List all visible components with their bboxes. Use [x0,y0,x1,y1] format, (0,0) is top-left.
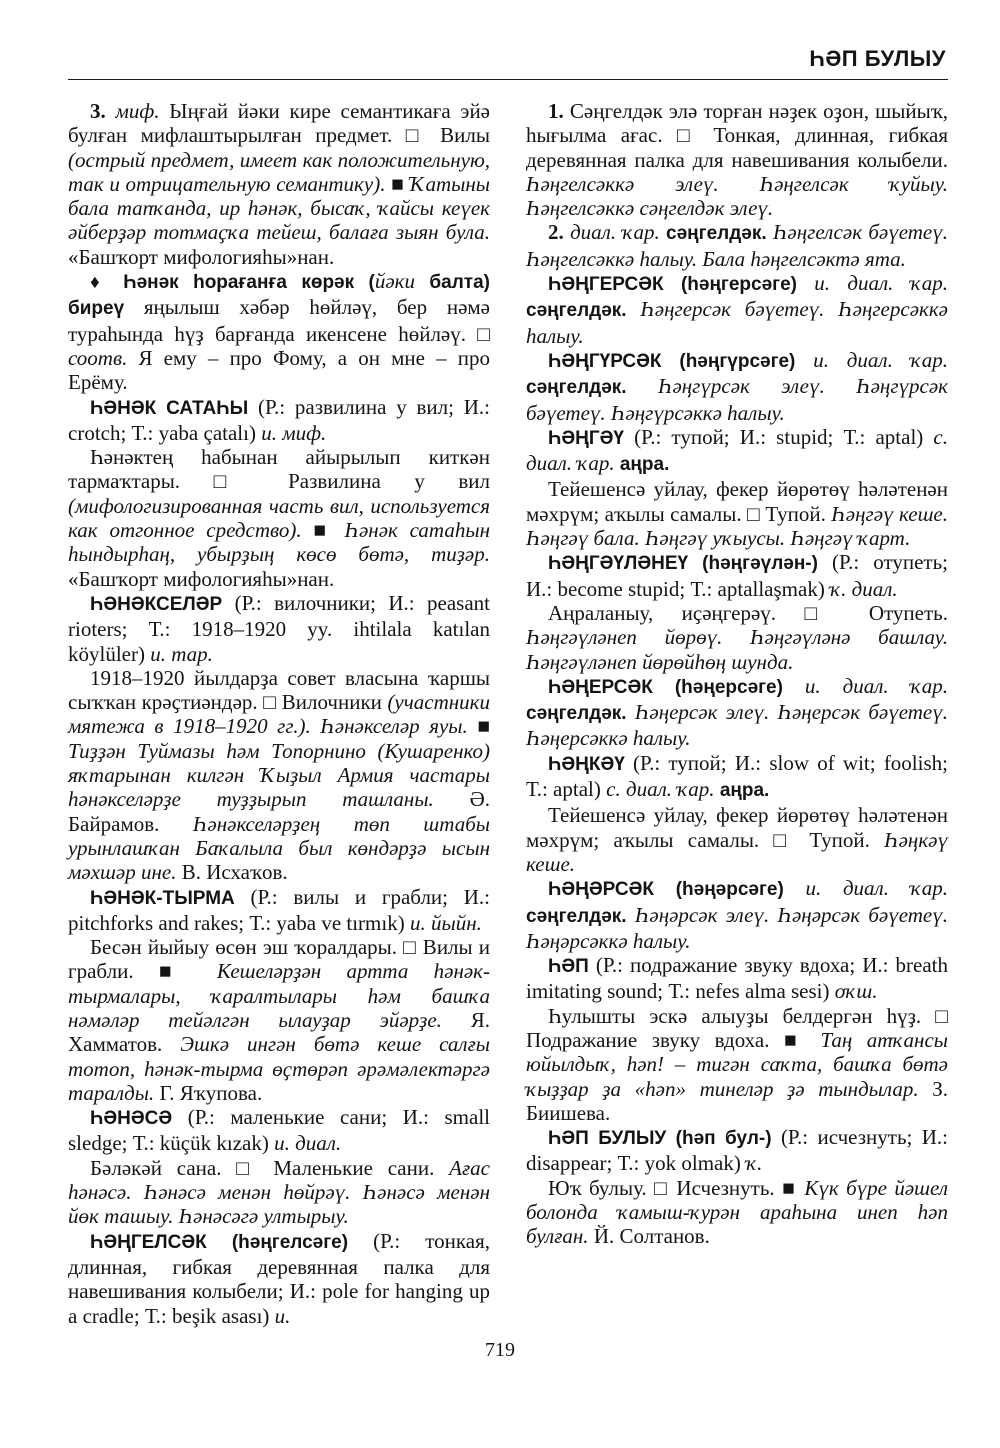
body-text: Бесән йыйыу өсөн эш ҡоралдары. □ Вилы и грабли. ■ [68,935,490,984]
entry-paragraph [526,803,948,876]
body-text: Й. Солтанов. [588,1224,710,1249]
body-text: Тейешенсә уйлау, фекер йөрөтөү һәләтенән мәхрүм; аҡылы самалы. □ Тупой. [526,477,948,526]
entry-paragraph [68,445,490,591]
headword-text: ҺӘҢКӘҮ [548,753,625,775]
right-column [526,99,948,1249]
headword-text: ҺӘҢЕРСӘК (һәңерсәге) [548,676,783,698]
headword-text: ҺӘҢГЕЛСӘК (һәңгелсәге) [90,1231,349,1253]
italic-text: и. диал. ҡар. [782,673,948,698]
headword-text: сәңгелдәк. [666,223,767,245]
body-text: Ә. Байрамов. [68,787,490,836]
body-text: (Р.: вилы и грабли; И.: pitchforks and rakes; Т.: yaba ve tırmık) [68,884,490,935]
italic-text: ҡ. [746,1151,763,1176]
header-rule [68,79,948,80]
entry-paragraph [526,271,948,348]
italic-text: диал. ҡар. [563,220,667,245]
body-text: Һулышты эскә алыуҙы белдергән һүҙ. □ Подражание звуку вдоха. ■ [526,1003,948,1052]
italic-text: и. диал. ҡар. [796,271,948,296]
italic-text: Күк бүре йәшел болонда ҡамыш-ҡурән араһына инеп һәп булған. [526,1175,948,1249]
body-text: З. Биишева. [526,1076,948,1125]
italic-text: миф. [105,99,160,123]
body-text: В. Исхаҡов. [176,860,288,885]
body-text: 1918–1920 йылдарҙа совет власына ҡаршы сыҡҡан крәҫтиәндәр. □ Вилочники [68,665,490,715]
italic-text: с. диал. ҡар. [526,424,948,476]
headword-text: ҺӘНӘСӘ [90,1108,173,1130]
italic-text: Кешеләрҙән артта һәнәк-тырмалары, ҡаралтылары һәм башҡа нәмәләр тейәлгән ылауҙар эйәрҙе. [68,959,490,1032]
body-text: (Р.: тупой; И.: slow of wit; foolish; Т.: aptal) [526,750,948,802]
entry-paragraph [526,1125,948,1176]
headword-text: ҺӘҢГЕРСӘК (һәңгерсәге) [548,274,797,296]
italic-text: Таң атҡансы юйылдыҡ, һәп! – тигән саҡта, башҡа бөтә ҡыҙҙар ҙа «һәп» тинеләр ҙә тындылар. [526,1027,949,1101]
italic-text: Һәңгәүләнеп йөрөү. Һәңгәүләнә башлау. Һәңгәүләнеп йөрөйһөң шунда. [526,625,948,674]
headword-text: сәңгелдәк. [526,905,627,927]
entry-paragraph [68,1229,490,1328]
italic-text: Һәңәрсәк элеү. Һәңәрсәк бәүетеү. Һәңәрсәккә һалыу. [526,902,948,953]
italic-text: и. йыйн. [409,910,482,935]
italic-text: Һәңгелсәк бәүетеү. Һәңгелсәккә һалыу. Бала һәңгелсәктә ята. [526,220,948,271]
headword-text: ♦ Һәнәк һорағанға көрәк ( [90,272,375,294]
italic-text: оҡш. [834,979,878,1004]
italic-text: йәки [374,269,416,294]
italic-text: Һәңгәү кеше. Һәңгәү бала. Һәңгәү уҡыусы. Һәңгәү ҡарт. [526,501,949,551]
entry-paragraph [526,425,948,478]
entry-paragraph [526,550,948,601]
italic-text: и. диал. ҡар. [783,876,948,901]
body-text: (Р.: подражание звуку вдоха; И.: breath imitating sound; Т.: nefes alma sesi) [526,953,948,1004]
body-text: Сәңгелдәк элә торған нәҙек оҙон, шыйыҡ, һығылма ағас. □ Тонкая, длинная, гибкая деревянная палка для навешивания колыбели. [526,99,948,172]
italic-text: (мифологизированная часть вил, используется как отгонное средство). [68,493,490,543]
entry-paragraph [526,674,948,751]
body-text: Юҡ булыу. □ Исчезнуть. ■ [548,1175,805,1200]
headword-text: ҺӘНӘК-ТЫРМА [90,887,235,909]
bold-text: 3. [90,99,106,123]
italic-text: (острый предмет, имеет как положительную, так и отрицательную семантику). [68,147,490,196]
body-text: (Р.: тупой; И.: stupid; Т.: aptal) [624,424,934,449]
italic-text: Һәнәкселәрҙең төп штабы урынлашҡан Баҡалыла был көндәрҙә ысын мәхшәр ине. [68,811,490,885]
entry-paragraph [526,1004,948,1125]
headword-text: ҺӘНӘК САТАҺЫ [90,397,249,419]
body-text: Ыңғай йәки кире семантикаға эйә булған мифлаштырылған предмет. □ Вилы [68,99,491,148]
italic-text: Һәңкәү кеше. [526,827,948,876]
headword-text: аңра. [619,454,670,476]
headword-text: сәңгелдәк. [526,703,627,725]
entry-paragraph [68,99,490,269]
headword-text: ҺӘҢГӘҮЛӘНЕҮ (һәңгәүлән-) [548,553,818,575]
headword-text: ҺӘП БУЛЫУ (һәп бул-) [548,1128,772,1150]
italic-text: Ағас һәнәсә. Һәнәсә менән һөйрәү. Һәнәсә менән йөк ташыу. Һәнәсәгә ултырыу. [68,1155,490,1229]
italic-text: Һәңерсәк элеү. Һәңерсәк бәүетеү. Һәңерсәккә һалыу. [526,700,948,751]
body-text: (Р.: отупеть; И.: become stupid; Т.: aptallaşmak) [526,550,948,601]
body-text: (Р.: тонкая, длинная, гибкая деревянная палка для навешивания колыбели; И.: pole for hanging up a cradle; Т.: beşik asası) [68,1228,490,1328]
headword-text: сәңгелдәк. [526,377,627,399]
entry-paragraph [526,751,948,804]
entry-paragraph [526,477,948,550]
entry-paragraph [526,99,948,220]
body-text: Я ему – про Фому, а он мне – про Ерёму. [68,345,490,395]
body-text: «Башҡорт мифологияһы»нан. [68,566,335,591]
body-text: (Р.: исчезнуть; И.: disappear; Т.: yok olmak) [526,1125,948,1176]
italic-text: Һәңгүрсәк элеү. Һәңгүрсәк бәүетеү. Һәңгүрсәккә һалыу. [526,374,948,425]
italic-text: и. миф. [261,420,327,445]
body-text: Тейешенсә уйлау, фекер йөрөтөү һәләтенән мәхрүм; аҡылы самалы. □ Тупой. [526,803,948,852]
body-text: (Р.: развилина у вил; И.: crotch; Т.: yaba çatalı) [68,394,490,445]
entry-paragraph [68,591,490,666]
body-text: ■ [385,171,410,196]
headword-text: ҺӘНӘКСЕЛӘР [90,593,223,615]
headword-text: ҺӘҢӘРСӘК (һәңәрсәге) [548,879,784,901]
body-text: ■ [467,714,490,739]
italic-text: и. диал. [274,1131,342,1156]
entry-paragraph [526,876,948,953]
entry-paragraph [68,1156,490,1229]
italic-text: Эшкә ингән бөтә кеше салғы тотоп, һәнәк-тырма өҫтөрәп әрәмәлектәргә таралды. [68,1032,491,1105]
body-text: Бәләкәй сана. □ Маленькие сани. [90,1155,450,1180]
left-column [68,99,490,1328]
entry-paragraph [68,269,490,394]
headword-text: ҺӘП [548,956,589,978]
body-text: «Башҡорт мифологияһы»нан. [68,244,335,269]
entry-paragraph [68,885,490,936]
italic-text: и. диал. ҡар. [795,347,948,372]
body-text: Г. Яҡупова. [154,1080,263,1105]
entry-paragraph [526,601,948,674]
entry-paragraph [68,666,490,885]
body-text: яңылыш хәбәр һөйләү, бер нәмә тураһында һүҙ барғанда икенсене һөйләү. □ [68,295,490,346]
body-text: ■ [301,518,345,543]
headword-text: ҺӘҢГҮРСӘК (һәңгүрсәге) [548,350,796,372]
body-text: Һәнәктең һабынан айырылып киткән тармаҡтары. □ Развилина у вил [68,445,490,494]
headword-text: ҺӘҢГӘҮ [548,427,624,449]
headword-text: аңра. [719,780,770,802]
page-number: 719 [485,1339,515,1361]
headword-text: балта) биреү [68,272,490,320]
italic-text: Тиҙҙән Туймазы һәм Топорнино (Кушаренко) яҡтарынан килгән Ҡыҙыл Армия частары һәнәкселәрҙе туҙҙырып ташланы. [68,738,490,812]
italic-text: Һәнәк сатаһын һындырһаң, убырҙың көсө бөтә, тиҙәр. [68,518,490,567]
entry-paragraph [526,1176,948,1249]
entry-paragraph [68,935,490,1105]
entry-paragraph [526,220,948,271]
entry-paragraph [526,348,948,425]
entry-paragraph [526,953,948,1004]
running-head: ҺӘП БУЛЫУ [809,46,946,71]
italic-text: с. диал. ҡар. [606,777,720,802]
italic-text: Һәңгелсәккә элеү. Һәңгелсәк ҡуйыу. Һәңгелсәккә сәңгелдәк элеү. [526,171,948,221]
body-text: Аңраланыу, иҫәңгерәү. □ Отупеть. [548,600,948,625]
entry-paragraph [68,1105,490,1156]
italic-text: Һәңгерсәк бәүетеү. Һәңгерсәккә һалыу. [526,297,948,348]
headword-text: сәңгелдәк. [526,300,627,322]
italic-text: ҡ. диал. [830,576,898,601]
body-text: Я. Хамматов. [68,1007,490,1057]
bold-text: 2. [548,220,564,245]
italic-text: и. тар. [150,641,213,666]
italic-text: Ҡатыны бала тапҡанда, ир һәнәк, бысаҡ, ҡайсы кеүек әйберҙәр тотмаҫҡа тейеш, балаға зыян була. [68,171,491,245]
italic-text: соотв. [68,345,128,370]
body-text: (Р.: маленькие сани; И.: small sledge; Т.: küçük kızak) [68,1105,490,1156]
bold-text: 1. [548,99,564,123]
italic-text: и. [274,1303,291,1328]
body-text: (Р.: вилочники; И.: peasant rioters; Т.: 1918–1920 yy. ihtilala katılan köylüler) [68,590,490,666]
italic-text: (участники мятежа в 1918–1920 гг.). Һәнәкселәр яуы. [68,690,490,739]
entry-paragraph [68,395,490,446]
